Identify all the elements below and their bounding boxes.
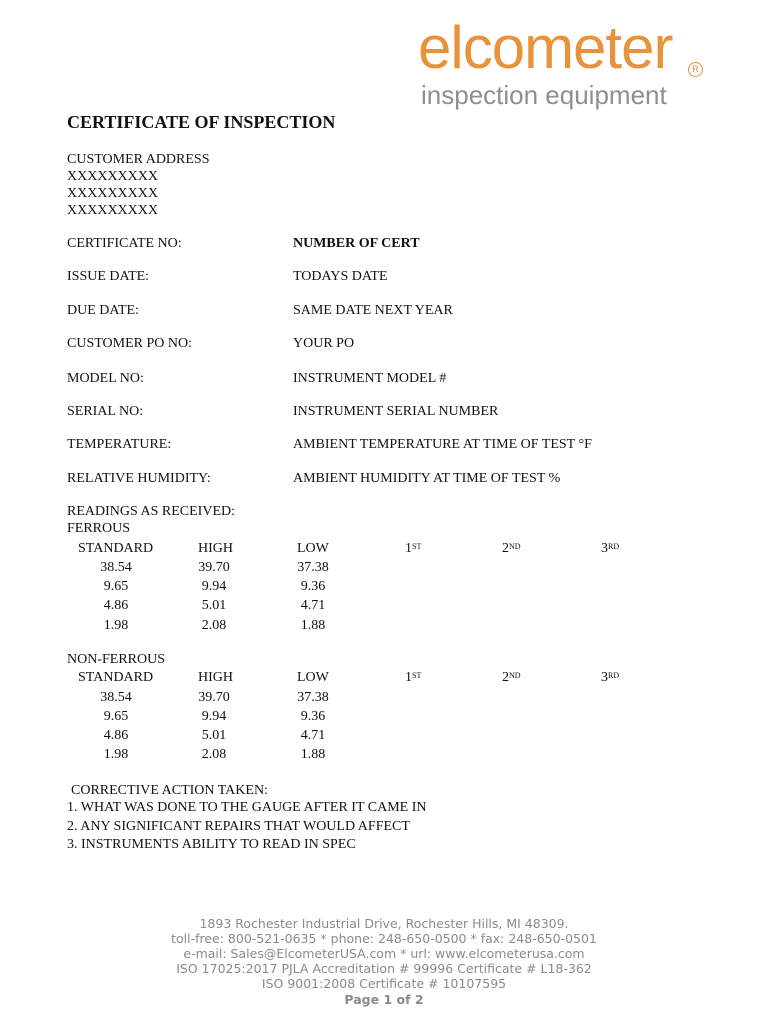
nonferrous-low: 37.38 <box>297 690 329 705</box>
field-label-humidity: RELATIVE HUMIDITY: <box>67 471 211 486</box>
nonferrous-standard: 9.65 <box>103 709 129 724</box>
footer-contact: e-mail: Sales@ElcometerUSA.com * url: www.elcometerusa.com <box>183 946 585 961</box>
col-high: HIGH <box>198 670 233 685</box>
nonferrous-high: 9.94 <box>201 709 227 724</box>
col-third: 3RD <box>601 541 620 556</box>
col-second: 2ND <box>502 541 521 556</box>
field-value-customer-po: YOUR PO <box>293 336 355 351</box>
field-value-due-date: SAME DATE NEXT YEAR <box>293 303 453 318</box>
nonferrous-high: 2.08 <box>201 747 227 762</box>
nonferrous-heading: NON-FERROUS <box>67 652 166 667</box>
field-label-due-date: DUE DATE: <box>67 303 139 318</box>
col-second: 2ND <box>502 670 521 685</box>
ferrous-high: 39.70 <box>198 560 230 575</box>
nonferrous-standard: 4.86 <box>103 728 129 743</box>
page-title: CERTIFICATE OF INSPECTION <box>67 112 336 132</box>
ferrous-standard: 9.65 <box>103 579 129 594</box>
corrective-heading: CORRECTIVE ACTION TAKEN: <box>71 783 268 798</box>
col-first: 1ST <box>405 670 422 685</box>
field-value-model-no: INSTRUMENT MODEL # <box>293 371 447 386</box>
address-line: XXXXXXXXX <box>67 169 158 184</box>
logo-wordmark: elcometer <box>418 14 673 81</box>
footer-iso9001: ISO 9001:2008 Certificate # 10107595 <box>261 976 507 991</box>
address-heading: CUSTOMER ADDRESS <box>67 152 210 167</box>
ferrous-standard: 4.86 <box>103 598 129 613</box>
nonferrous-high: 39.70 <box>198 690 230 705</box>
field-value-issue-date: TODAYS DATE <box>293 269 388 284</box>
col-first: 1ST <box>405 541 422 556</box>
ferrous-high: 5.01 <box>201 598 227 613</box>
field-value-certificate-no: NUMBER OF CERT <box>293 236 420 251</box>
col-standard: STANDARD <box>78 541 154 556</box>
ferrous-heading: FERROUS <box>67 521 131 536</box>
footer-phone: toll-free: 800-521-0635 * phone: 248-650-0500 * fax: 248-650-0501 <box>171 931 597 946</box>
field-value-temperature: AMBIENT TEMPERATURE AT TIME OF TEST °F <box>293 437 592 452</box>
field-label-model-no: MODEL NO: <box>67 371 144 386</box>
field-value-humidity: AMBIENT HUMIDITY AT TIME OF TEST % <box>293 471 561 486</box>
address-line: XXXXXXXXX <box>67 203 158 218</box>
col-high: HIGH <box>198 541 233 556</box>
ferrous-standard: 38.54 <box>100 560 132 575</box>
field-label-certificate-no: CERTIFICATE NO: <box>67 236 182 251</box>
ferrous-low: 37.38 <box>297 560 329 575</box>
field-label-serial-no: SERIAL NO: <box>67 404 144 419</box>
page-number: Page 1 of 2 <box>344 992 424 1007</box>
col-low: LOW <box>297 541 329 556</box>
ferrous-high: 2.08 <box>201 618 227 633</box>
nonferrous-high: 5.01 <box>201 728 227 743</box>
logo-tagline: inspection equipment <box>421 80 667 110</box>
ferrous-high: 9.94 <box>201 579 227 594</box>
nonferrous-standard: 38.54 <box>100 690 132 705</box>
field-label-customer-po: CUSTOMER PO NO: <box>67 336 192 351</box>
field-label-temperature: TEMPERATURE: <box>67 437 172 452</box>
ferrous-low: 1.88 <box>300 618 326 633</box>
nonferrous-low: 1.88 <box>300 747 326 762</box>
ferrous-low: 4.71 <box>300 598 326 613</box>
address-line: XXXXXXXXX <box>67 186 158 201</box>
corrective-item: 2. ANY SIGNIFICANT REPAIRS THAT WOULD AFFECT <box>67 819 410 834</box>
nonferrous-standard: 1.98 <box>103 747 129 762</box>
corrective-item: 1. WHAT WAS DONE TO THE GAUGE AFTER IT CAME IN <box>67 800 427 815</box>
col-third: 3RD <box>601 670 620 685</box>
nonferrous-low: 9.36 <box>300 709 326 724</box>
col-standard: STANDARD <box>78 670 154 685</box>
field-label-issue-date: ISSUE DATE: <box>67 269 150 284</box>
readings-heading: READINGS AS RECEIVED: <box>67 504 236 519</box>
ferrous-low: 9.36 <box>300 579 326 594</box>
ferrous-standard: 1.98 <box>103 618 129 633</box>
footer-iso17025: ISO 17025:2017 PJLA Accreditation # 99996 Certificate # L18-362 <box>176 961 592 976</box>
nonferrous-low: 4.71 <box>300 728 326 743</box>
registered-mark-icon: R <box>688 62 703 77</box>
field-value-serial-no: INSTRUMENT SERIAL NUMBER <box>293 404 499 419</box>
col-low: LOW <box>297 670 329 685</box>
footer-address: 1893 Rochester Industrial Drive, Rochester Hills, MI 48309. <box>199 916 569 931</box>
corrective-item: 3. INSTRUMENTS ABILITY TO READ IN SPEC <box>67 837 356 852</box>
